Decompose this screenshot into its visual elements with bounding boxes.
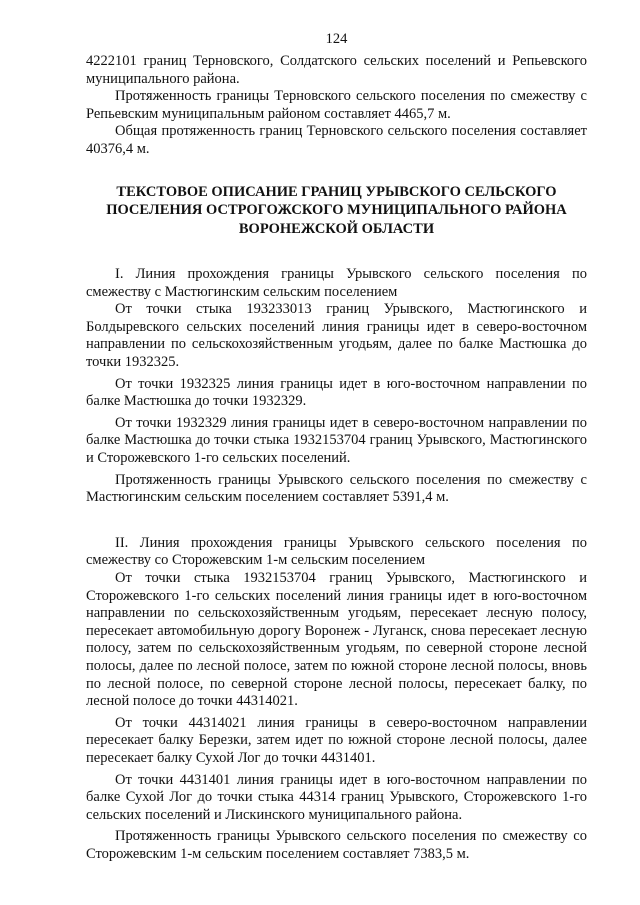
section-2-paragraph-2: От точки 44314021 линия границы в северо-восточном направлении пересекает балку Березки, затем идет по южной стороне лесной полосы, далее пересекает балку Сухой Лог до точки 4431401. [86, 714, 587, 766]
section-1-paragraph-2: От точки 1932325 линия границы идет в юго-восточном направлении по балке Мастюшка до точки 1932329. [86, 375, 587, 410]
section-2-paragraph-3: От точки 4431401 линия границы идет в юго-восточном направлении по балке Сухой Лог до точки стыка 44314 границ Урывского, Сторожевского 1-го сельских поселений и Лискинского муниципального района. [86, 771, 587, 823]
section-2-heading: II. Линия прохождения границы Урывского сельского поселения по смежеству со Сторожевским 1-м сельским поселением [86, 534, 587, 569]
intro-paragraph-1: 4222101 границ Терновского, Солдатского сельских поселений и Репьевского муниципального района. [86, 53, 587, 87]
section-2-paragraph-4: Протяженность границы Урывского сельского поселения по смежеству со Сторожевским 1-м сельским поселением составляет 7383,5 м. [86, 828, 587, 862]
section-1-paragraph-4: Протяженность границы Урывского сельского поселения по смежеству с Мастюгинским сельским поселением составляет 5391,4 м. [86, 471, 587, 506]
intro-paragraph-3: Общая протяженность границ Терновского сельского поселения составляет 40376,4 м. [86, 123, 587, 157]
document-title: ТЕКСТОВОЕ ОПИСАНИЕ ГРАНИЦ УРЫВСКОГО СЕЛЬСКОГО ПОСЕЛЕНИЯ ОСТРОГОЖСКОГО МУНИЦИПАЛЬНОГО РАЙОНА ВОРОНЕЖСКОЙ ОБЛАСТИ [106, 183, 567, 237]
intro-paragraph-2: Протяженность границы Терновского сельского поселения по смежеству с Репьевским муниципальным районом составляет 4465,7 м. [86, 88, 587, 122]
section-1-heading: I. Линия прохождения границы Урывского сельского поселения по смежеству с Мастюгинским сельским поселением [86, 266, 587, 300]
section-2-paragraph-1: От точки стыка 1932153704 границ Урывского, Мастюгинского и Сторожевского 1-го сельских поселений линия границы идет в юго-восточном направлении по сельскохозяйственным угодьям, пересекает лесную полосу, пересекает автомобильную дорогу Воронеж - Луганск, снова пересекает лесную полосу, затем по сельскохозяйственным угодьям, по северной стороне лесной полосы, далее по лесной полосе, затем по южной стороне лесной полосы, вновь по лесной полосе, по северной стороне лесной полосы, пересекает балку, по лесной полосе до точки 44314021. [86, 569, 587, 710]
page-number: 124 [325, 31, 348, 47]
section-1-paragraph-3: От точки 1932329 линия границы идет в северо-восточном направлении по балке Мастюшка до точки стыка 1932153704 границ Урывского, Мастюгинского и Сторожевского 1-го сельских поселений. [86, 414, 587, 466]
section-1-paragraph-1: От точки стыка 193233013 границ Урывского, Мастюгинского и Болдыревского сельских поселений линия границы идет в северо-восточном направлении по сельскохозяйственным угодьям, далее по балке Мастюшка до точки 1932325. [86, 301, 587, 371]
